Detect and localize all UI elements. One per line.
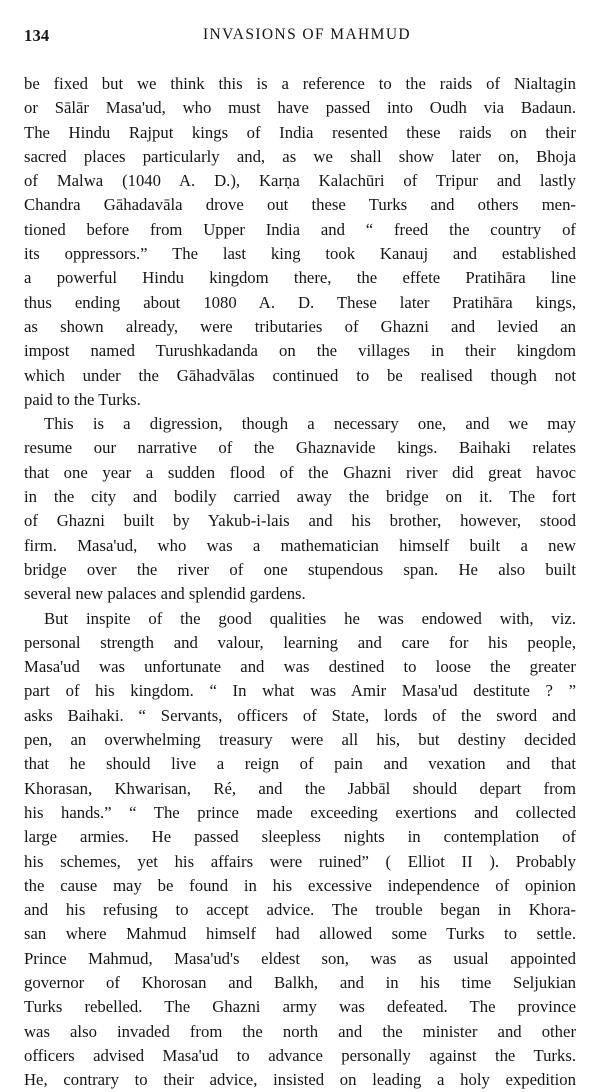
text-line: Chandra Gāhadavāla drove out these Turks and others men- [24,195,576,215]
text-line: pen, an overwhelming treasury were all his, but destiny decided [24,730,576,750]
text-line: sacred places particularly and, as we shall show later on, Bhoja [24,146,576,166]
text-line: his schemes, yet his affairs were ruined” ( Elliot II ). Probably [24,851,576,871]
text-line: be fixed but we think this is a reference to the raids of Nialtagin [24,74,576,93]
text-line: Prince Mahmud, Masa'ud's eldest son, was as usual appointed [24,948,576,968]
text-line: He, contrary to their advice, insisted on leading a holy expedition [24,1070,576,1090]
text-line: thus ending about 1080 A. D. These later Pratihāra kings, [24,292,576,312]
running-title: INVASIONS OF MAHMUD [202,26,412,43]
text-line: The Hindu Rajput kings of India resented these raids on their [24,122,576,142]
text-line: impost named Turushkadanda on the villages in their kingdom [24,341,576,361]
text-line: several new palaces and splendid gardens. [24,584,306,604]
text-line: tioned before from Upper India and “ freed the country of [24,219,576,239]
text-line: that he should live a reign of pain and vexation and that [24,754,576,774]
text-line: But inspite of the good qualities he was endowed with, viz. [44,608,576,628]
text-line: or Sālār Masa'ud, who must have passed into Oudh via Badaun. [24,98,576,118]
page-header [24,26,576,52]
text-line: Masa'ud was unfortunate and was destined to loose the greater [24,657,576,677]
text-line: This is a digression, though a necessary one, and we may [44,414,576,434]
paragraph-raids [24,72,576,412]
text-line: its oppressors.” The last king took Kanauj and established [24,244,576,264]
text-line: san where Mahmud himself had allowed some Turks to settle. [24,924,576,944]
text-line: the cause may be found in his excessive independence of opinion [24,875,576,895]
text-line: firm. Masa'ud, who was a mathematician himself built a new [24,535,576,555]
text-line: bridge over the river of one stupendous span. He also built [24,559,576,579]
text-line: Turks rebelled. The Ghazni army was defeated. The province [24,997,576,1017]
text-line: that one year a sudden flood of the Ghazni river did great havoc [24,462,576,482]
body-text [24,72,576,1092]
text-line: was also invaded from the north and the minister and other [24,1021,576,1041]
text-line: in the city and bodily carried away the bridge on it. The fort [24,487,576,507]
text-line: officers advised Masa'ud to advance personally against the Turks. [24,1045,576,1065]
text-line: paid to the Turks. [24,389,141,409]
text-line: of Ghazni built by Yakub-i-lais and his brother, however, stood [24,511,576,531]
text-line: and his refusing to accept advice. The trouble began in Khora- [24,900,576,920]
text-line: governor of Khorosan and Balkh, and in his time Seljukian [24,972,576,992]
page-number: 134 [24,26,50,45]
text-line: as shown already, were tributaries of Ghazni and levied an [24,316,576,336]
paragraph-masaud-fortune [24,607,576,1092]
text-line: of Malwa (1040 A. D.), Karṇa Kalachūri of Tripur and lastly [24,171,576,191]
text-line: large armies. He passed sleepless nights in contemplation of [24,827,576,847]
paragraph-ghazni-bridge [24,412,576,606]
book-page [24,26,576,1092]
text-line: his hands.” “ The prince made exceeding exertions and collected [24,802,576,822]
text-line: personal strength and valour, learning and care for his people, [24,632,576,652]
text-line: Khorasan, Khwarisan, Ré, and the Jabbāl should depart from [24,778,576,798]
text-line: which under the Gāhadvālas continued to be realised though not [24,365,576,385]
text-line: resume our narrative of the Ghaznavide kings. Baihaki relates [24,438,576,458]
text-line: part of his kingdom. “ In what was Amir Masa'ud destitute ? ” [24,681,576,701]
text-line: a powerful Hindu kingdom there, the effete Pratihāra line [24,268,576,288]
text-line: asks Baihaki. “ Servants, officers of State, lords of the sword and [24,705,576,725]
